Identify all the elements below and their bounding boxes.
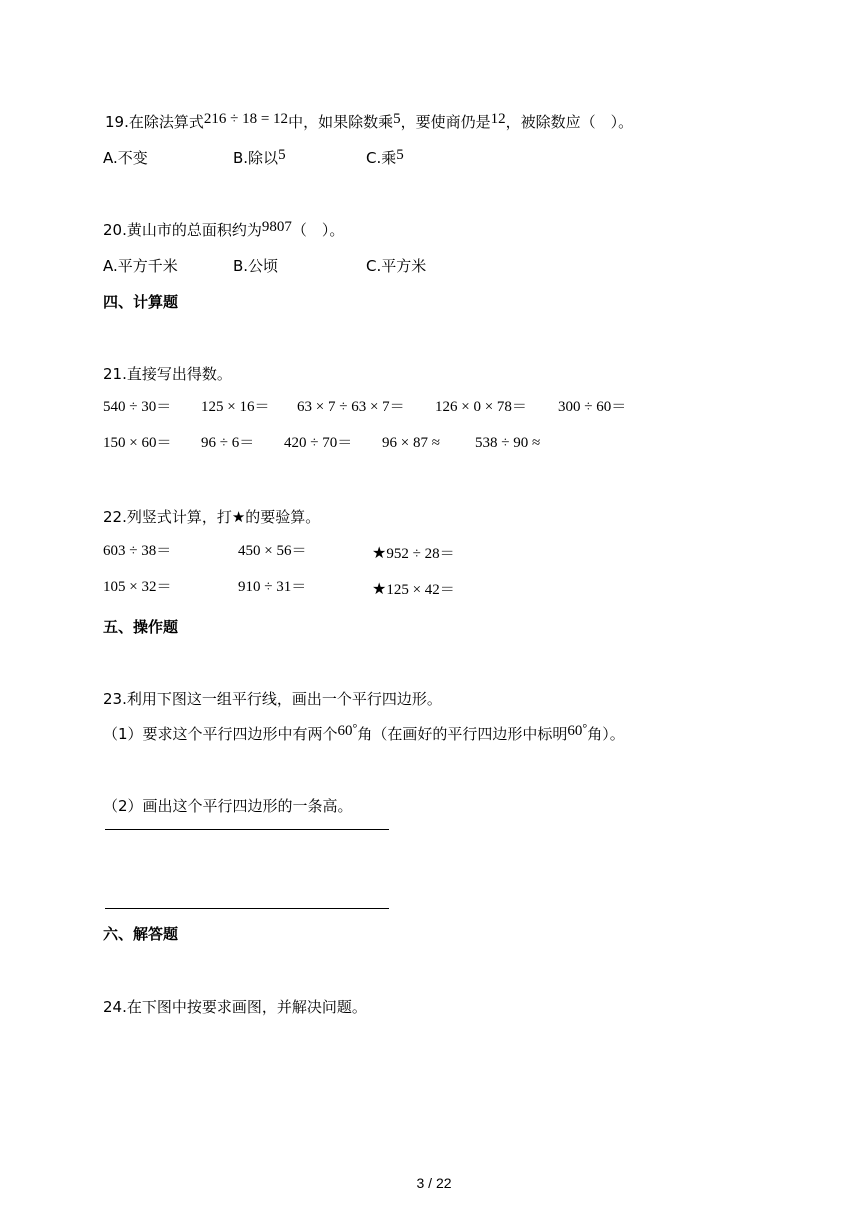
- q20-option-b: B.公顷: [233, 257, 279, 275]
- q20-stem: [103, 220, 344, 241]
- q20-number: 9807: [261, 219, 292, 235]
- q22-item-starred: [372, 543, 455, 564]
- q19-option-b-label: B.除以: [233, 149, 279, 167]
- q23-part-1-mid: 角（在画好的平行四边形中标明: [357, 725, 568, 743]
- q19-expression: 216 ÷ 18 = 12: [203, 111, 289, 127]
- degree-symbol: °: [352, 721, 358, 735]
- section-5-title: 五、操作题: [103, 618, 179, 636]
- q21-stem: 21.直接写出得数。: [103, 365, 232, 383]
- q22-item: 910 ÷ 31＝: [238, 579, 307, 595]
- q23-part-1-pre: （1）要求这个平行四边形中有两个: [103, 725, 338, 743]
- q20-stem-pre: 20.黄山市的总面积约为: [103, 221, 262, 239]
- q19-option-c-label: C.乘: [366, 149, 397, 167]
- star-icon: ★: [372, 543, 387, 562]
- section-4-title: 四、计算题: [103, 293, 179, 311]
- q22-item-starred: [372, 579, 455, 600]
- q22-item: 105 × 32＝: [103, 579, 172, 595]
- q19-stem-end: ，被除数应（ ）。: [505, 113, 634, 131]
- page-number: 3 / 22: [416, 1175, 452, 1191]
- q19-option-b: [233, 148, 286, 169]
- section-6-title: 六、解答题: [103, 925, 179, 943]
- q21-item: 150 × 60＝: [103, 435, 172, 451]
- q22-stem: 22.列竖式计算，打★的要验算。: [103, 508, 321, 526]
- q21-item: 63 × 7 ÷ 63 × 7＝: [297, 399, 405, 415]
- q19-option-c-number: 5: [396, 147, 404, 163]
- q23-part-2: （2）画出这个平行四边形的一条高。: [103, 797, 353, 815]
- q20-stem-end: （ ）。: [291, 221, 345, 239]
- q19-option-b-number: 5: [278, 147, 286, 163]
- star-icon: ★: [372, 579, 387, 598]
- q19-number-1: 5: [393, 111, 401, 127]
- q22-item-text: 125 × 42＝: [386, 582, 455, 598]
- q19-option-c: [366, 148, 404, 169]
- parallel-line-bottom: [105, 908, 389, 909]
- q19-stem-mid2: ，要使商仍是: [400, 113, 491, 131]
- q23-part-1: [103, 721, 625, 745]
- q20-option-c: C.平方米: [366, 257, 427, 275]
- q23-stem: 23.利用下图这一组平行线，画出一个平行四边形。: [103, 690, 442, 708]
- q19-number-2: 12: [490, 111, 506, 127]
- q21-item: 420 ÷ 70＝: [284, 435, 353, 451]
- q21-item: 538 ÷ 90 ≈: [475, 435, 541, 451]
- q19-stem: [105, 112, 633, 133]
- q19-stem-pre: 19.在除法算式: [105, 113, 204, 131]
- parallel-line-top: [105, 829, 389, 830]
- q21-item: 96 × 87 ≈: [382, 435, 440, 451]
- q23-angle-value-1: 60: [337, 723, 353, 739]
- q22-item-text: 952 ÷ 28＝: [386, 546, 455, 562]
- q19-option-a: A.不变: [103, 149, 148, 167]
- q21-item: 540 ÷ 30＝: [103, 399, 172, 415]
- q21-item: 125 × 16＝: [201, 399, 270, 415]
- q22-item: 450 × 56＝: [238, 543, 307, 559]
- q23-part-1-end: 角）。: [587, 725, 625, 743]
- q21-item: 96 ÷ 6＝: [201, 435, 255, 451]
- q21-item: 300 ÷ 60＝: [558, 399, 627, 415]
- q20-option-a: A.平方千米: [103, 257, 178, 275]
- q19-stem-mid1: 中，如果除数乘: [288, 113, 394, 131]
- degree-symbol: °: [582, 721, 588, 735]
- q24-stem: 24.在下图中按要求画图，并解决问题。: [103, 998, 367, 1016]
- q22-item: 603 ÷ 38＝: [103, 543, 172, 559]
- q21-item: 126 × 0 × 78＝: [435, 399, 527, 415]
- q23-angle-value-2: 60: [567, 723, 583, 739]
